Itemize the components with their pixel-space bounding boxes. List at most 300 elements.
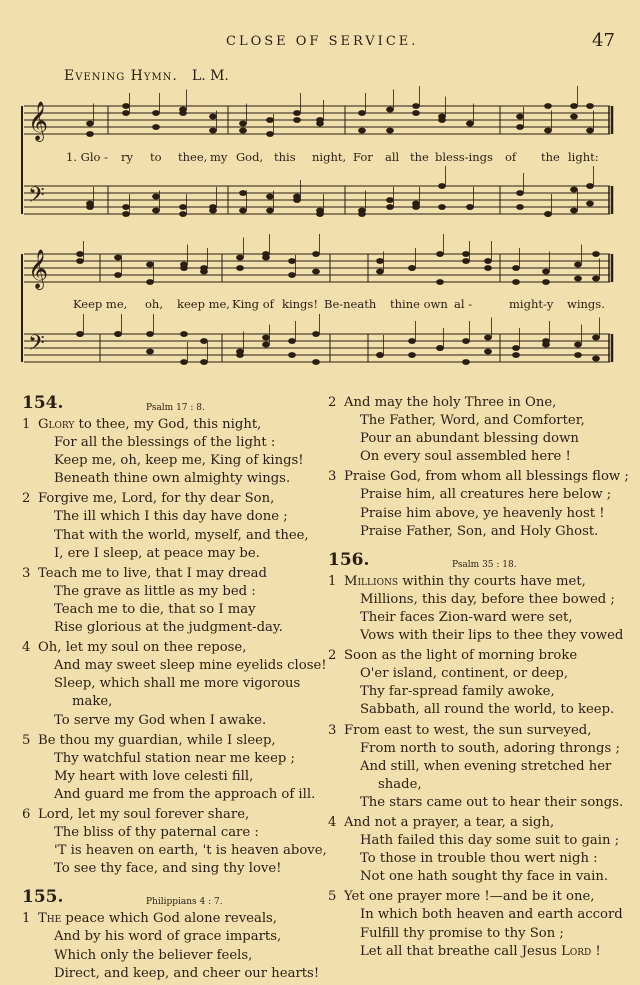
verse-line-text: The stars came out to hear their songs. bbox=[360, 794, 624, 810]
treble-1-note bbox=[239, 121, 246, 126]
verse-line bbox=[344, 701, 628, 719]
treble-1-note bbox=[179, 110, 186, 115]
verse-line-text: To those in trouble thou wert nigh : bbox=[360, 851, 598, 867]
scripture-reference: Psalm 35 : 18. bbox=[452, 559, 517, 570]
verse-line bbox=[344, 627, 628, 645]
treble-1-note bbox=[86, 131, 93, 136]
bass-2-note bbox=[592, 335, 599, 340]
verse-line bbox=[344, 794, 628, 812]
verse-line-text: To see thy face, and sing thy love! bbox=[54, 861, 282, 877]
verse-line-text: to thee, my God, this night, bbox=[74, 417, 262, 432]
lyric-syllable: this bbox=[274, 150, 296, 164]
lyric-syllable: bless-ings bbox=[435, 150, 493, 164]
verse-line-text: Oh, let my soul on thee repose, bbox=[38, 640, 247, 656]
stanza-number: 1 bbox=[22, 417, 31, 432]
verse-line-text: The Father, Word, and Comforter, bbox=[360, 413, 585, 429]
treble-1-note bbox=[122, 103, 129, 108]
treble-1-note bbox=[86, 121, 93, 126]
stanza bbox=[22, 490, 320, 562]
verse-line-text: Thy watchful station near me keep ; bbox=[54, 750, 295, 766]
treble-2-note bbox=[114, 272, 121, 277]
verse-line-text: Praise him above, ye heavenly host ! bbox=[360, 505, 605, 521]
verse-line bbox=[344, 832, 628, 850]
lyric-syllable: all bbox=[385, 150, 400, 164]
treble-1-note bbox=[358, 110, 365, 115]
treble-1-note bbox=[466, 121, 473, 126]
bass-2-note bbox=[436, 345, 443, 350]
verse-line bbox=[38, 508, 320, 526]
verse-line bbox=[38, 619, 320, 637]
verse-line bbox=[344, 776, 628, 794]
bass-2-note bbox=[512, 345, 519, 350]
bass-1-note bbox=[586, 183, 593, 188]
lyric-syllable: ry bbox=[121, 150, 133, 164]
verse-line-text: Praise him, all creatures here below ; bbox=[360, 487, 612, 503]
lyric-syllable: the bbox=[410, 150, 429, 164]
bass-2-note bbox=[236, 352, 243, 357]
stanza bbox=[328, 394, 628, 466]
verse-line-text: Millions, this day, before thee bowed ; bbox=[360, 591, 615, 607]
lyric-syllable: kings! bbox=[282, 297, 318, 311]
bass-2-note bbox=[180, 359, 187, 364]
treble-2-note bbox=[236, 265, 243, 270]
verse-line-text: Teach me to die, that so I may bbox=[54, 601, 256, 617]
stanza bbox=[328, 468, 628, 540]
treble-1-note bbox=[293, 117, 300, 122]
bass-2-note bbox=[484, 335, 491, 340]
verse-line bbox=[38, 693, 320, 711]
music-score bbox=[0, 0, 640, 390]
verse-line bbox=[38, 527, 320, 545]
verse-line bbox=[344, 394, 628, 412]
verse-line bbox=[344, 430, 628, 448]
stanza-number: 3 bbox=[22, 565, 31, 581]
treble-2-note bbox=[376, 269, 383, 274]
verse-line-text: I, ere I sleep, at peace may be. bbox=[54, 545, 260, 561]
verse-line-text: And not a prayer, a tear, a sigh, bbox=[344, 814, 555, 830]
verse-line-text: 'T is heaven on earth, 't is heaven above, bbox=[54, 843, 327, 859]
bass-1-note bbox=[152, 194, 159, 199]
treble-clef: 𝄞 bbox=[28, 249, 49, 289]
verse-line bbox=[344, 740, 628, 758]
treble-2-note bbox=[484, 265, 491, 270]
verse-line bbox=[38, 965, 320, 983]
bass-2-note bbox=[288, 352, 295, 357]
stanza-number: 4 bbox=[22, 640, 31, 656]
treble-2-note bbox=[114, 255, 121, 260]
bass-1-note bbox=[209, 208, 216, 213]
treble-2-note bbox=[146, 279, 153, 284]
verse-line-text: Not one hath sought thy face in vain. bbox=[360, 869, 609, 885]
verse-line bbox=[38, 750, 320, 768]
verse-line bbox=[38, 712, 320, 730]
lyric-syllable: oh, bbox=[145, 297, 163, 311]
treble-1-note bbox=[516, 124, 523, 129]
verse-line bbox=[344, 888, 628, 906]
stanza-number: 2 bbox=[22, 491, 31, 507]
treble-1-note bbox=[412, 103, 419, 108]
verse-line bbox=[344, 523, 628, 541]
verse-line bbox=[38, 860, 320, 878]
verse-line bbox=[344, 906, 628, 924]
treble-2-note bbox=[200, 269, 207, 274]
verse-line-text: That with the world, myself, and thee, bbox=[54, 527, 309, 543]
stanza bbox=[22, 639, 327, 729]
bass-2-note bbox=[114, 331, 121, 336]
bass-2-note bbox=[408, 338, 415, 343]
treble-2-note bbox=[146, 262, 153, 267]
stanza bbox=[22, 732, 320, 804]
first-word: The bbox=[38, 911, 62, 927]
last-word: Lord ! bbox=[561, 943, 601, 959]
verse-line-text: The grave as little as my bed : bbox=[54, 583, 256, 599]
verse-line-text: Hath failed this day some suit to gain ; bbox=[360, 833, 620, 849]
stanza-number: 2 bbox=[328, 648, 337, 664]
treble-2-note bbox=[180, 265, 187, 270]
treble-1-note bbox=[412, 110, 419, 115]
treble-2-note bbox=[236, 255, 243, 260]
verse-line bbox=[344, 412, 628, 430]
lyric-syllable: my bbox=[210, 150, 228, 164]
treble-1-note bbox=[209, 128, 216, 133]
hymn-number: 155. bbox=[22, 887, 64, 908]
bass-clef: 𝄢 bbox=[28, 183, 45, 213]
bass-1-note bbox=[122, 204, 129, 209]
stanza-number: 3 bbox=[328, 469, 337, 485]
stanza-number: 5 bbox=[22, 732, 31, 748]
verse-line bbox=[344, 486, 628, 504]
tune-name: Evening Hymn. bbox=[64, 68, 178, 84]
treble-2-note bbox=[288, 258, 295, 263]
treble-2-note bbox=[312, 269, 319, 274]
stanza-number: 2 bbox=[328, 395, 337, 410]
treble-1-note bbox=[544, 128, 551, 133]
stanza-number: 1 bbox=[22, 911, 31, 927]
verse-line-text: Yet one prayer more !—and be it one, bbox=[344, 889, 595, 905]
treble-1-note bbox=[544, 103, 551, 108]
bass-2-note bbox=[262, 342, 269, 347]
treble-1-note bbox=[386, 128, 393, 133]
bass-1-note bbox=[438, 183, 445, 188]
bass-1-note bbox=[438, 204, 445, 209]
bass-2-note bbox=[512, 352, 519, 357]
verse-line-text: Lord, let my soul forever share, bbox=[38, 806, 250, 822]
lyric-syllable: to bbox=[150, 150, 162, 164]
bass-1-note bbox=[570, 208, 577, 213]
verse-line bbox=[38, 434, 320, 452]
verse-line bbox=[38, 416, 320, 434]
stanza bbox=[328, 647, 628, 719]
verse-line bbox=[344, 448, 628, 466]
verse-line bbox=[344, 722, 628, 740]
stanza-number: 3 bbox=[328, 722, 337, 738]
verse-line-text: make, bbox=[72, 694, 113, 710]
hymn-154 bbox=[22, 393, 327, 878]
treble-1-note bbox=[586, 128, 593, 133]
lyric-syllable: might-y bbox=[509, 297, 554, 311]
verse-line bbox=[38, 928, 320, 946]
verse-line-text: And may sweet sleep mine eyelids close! bbox=[54, 658, 327, 674]
treble-2-note bbox=[262, 255, 269, 260]
bass-1-note bbox=[386, 204, 393, 209]
lyric-syllable: thee, bbox=[178, 150, 208, 164]
stanza bbox=[22, 565, 320, 637]
verse-line-text: shade, bbox=[378, 776, 422, 792]
treble-2-note bbox=[462, 258, 469, 263]
bass-1-note bbox=[516, 204, 523, 209]
verse-line bbox=[38, 768, 320, 786]
verse-line-text: Rise glorious at the judgment-day. bbox=[54, 620, 283, 636]
verse-line-text: within thy courts have met, bbox=[398, 573, 586, 589]
treble-2-note bbox=[592, 251, 599, 256]
treble-2-note bbox=[76, 251, 83, 256]
bass-2-note bbox=[574, 342, 581, 347]
bass-2-note bbox=[592, 356, 599, 361]
verse-line-text: Beneath thine own almighty wings. bbox=[54, 471, 291, 487]
verse-line-text: Direct, and keep, and cheer our hearts! bbox=[54, 965, 320, 981]
lyric-syllable: the bbox=[541, 150, 560, 164]
bass-2-note bbox=[574, 352, 581, 357]
hymn-156 bbox=[328, 551, 628, 961]
lyric-syllable: night, bbox=[312, 150, 347, 164]
verse-line-text: Which only the believer feels, bbox=[54, 947, 253, 963]
lyric-syllable: wings. bbox=[567, 297, 605, 311]
verse-line-text: Fulfill thy promise to thy Son ; bbox=[360, 925, 564, 941]
hymn-155 bbox=[22, 888, 320, 982]
verse-line-text: Sleep, which shall me more vigorous bbox=[54, 676, 301, 692]
verse-line bbox=[38, 824, 320, 842]
treble-2-note bbox=[312, 251, 319, 256]
verse-line bbox=[344, 665, 628, 683]
treble-1-note bbox=[570, 103, 577, 108]
bass-1-note bbox=[179, 204, 186, 209]
bass-1-note bbox=[86, 201, 93, 206]
verse-line-text: Vows with their lips to thee they vowed bbox=[360, 628, 624, 644]
treble-1-note bbox=[152, 124, 159, 129]
bass-2-note bbox=[312, 331, 319, 336]
verse-line-text: Sabbath, all round the world, to keep. bbox=[360, 702, 615, 718]
bass-2-note bbox=[288, 338, 295, 343]
verse-line-text: And may the holy Three in One, bbox=[344, 395, 557, 410]
bass-clef: 𝄢 bbox=[28, 331, 45, 361]
scripture-reference: Philippians 4 : 7. bbox=[146, 897, 223, 908]
verse-line-text: In which both heaven and earth accord bbox=[360, 907, 623, 923]
lyric-syllable: keep me, bbox=[177, 297, 230, 311]
stanza bbox=[22, 806, 327, 878]
verse-line bbox=[344, 925, 628, 943]
verse-line-text: peace which God alone reveals, bbox=[61, 911, 277, 927]
verse-line-text: Thy far-spread family awoke, bbox=[360, 684, 555, 700]
treble-1-note bbox=[438, 117, 445, 122]
verse-line bbox=[38, 806, 320, 824]
lyric-syllable: of bbox=[505, 150, 517, 164]
tune-meter: L. M. bbox=[191, 68, 229, 84]
treble-clef: 𝄞 bbox=[28, 101, 49, 141]
treble-2-note bbox=[436, 279, 443, 284]
treble-2-note bbox=[288, 272, 295, 277]
lyric-syllable: Keep me, bbox=[73, 297, 128, 311]
treble-1-note bbox=[293, 110, 300, 115]
verse-line bbox=[344, 758, 628, 776]
verse-line-text: O'er island, continent, or deep, bbox=[360, 666, 569, 682]
verse-line bbox=[38, 565, 320, 583]
treble-2-note bbox=[436, 251, 443, 256]
verse-line-text: Pour an abundant blessing down bbox=[360, 431, 579, 447]
verse-line bbox=[38, 910, 320, 928]
verse-line-text: And still, when evening stretched her bbox=[360, 758, 612, 774]
lyric-syllable: al - bbox=[454, 297, 473, 311]
bass-2-note bbox=[262, 335, 269, 340]
treble-2-note bbox=[542, 269, 549, 274]
verse-line bbox=[38, 786, 320, 804]
bass-1-note bbox=[358, 211, 365, 216]
stanza bbox=[328, 888, 628, 960]
stanza-number: 5 bbox=[328, 889, 337, 905]
verse-line bbox=[38, 470, 320, 488]
lyric-syllable: 1. Glo - bbox=[66, 150, 108, 164]
first-word: Glory bbox=[38, 417, 75, 432]
verse-line-text: And guard me from the approach of ill. bbox=[54, 786, 316, 802]
treble-1-note bbox=[386, 107, 393, 112]
treble-2-note bbox=[376, 258, 383, 263]
lyric-syllable: King of bbox=[232, 297, 274, 311]
bass-2-note bbox=[462, 338, 469, 343]
verse-line bbox=[344, 609, 628, 627]
verse-line bbox=[344, 868, 628, 886]
bass-2-note bbox=[146, 349, 153, 354]
bass-1-note bbox=[179, 211, 186, 216]
bass-1-note bbox=[152, 208, 159, 213]
verse-line bbox=[38, 601, 320, 619]
bass-1-note bbox=[239, 208, 246, 213]
bass-1-note bbox=[516, 190, 523, 195]
treble-1-note bbox=[358, 128, 365, 133]
lyric-syllable: Be-neath bbox=[324, 297, 377, 311]
verse-line bbox=[344, 573, 628, 591]
verse-line-text: On every soul assembled here ! bbox=[360, 449, 571, 465]
treble-1-note bbox=[152, 110, 159, 115]
stanza bbox=[22, 910, 320, 982]
verse-line bbox=[344, 591, 628, 609]
verse-line-text: For all the blessings of the light : bbox=[54, 435, 276, 451]
page-number: 47 bbox=[592, 30, 615, 51]
bass-1-note bbox=[466, 204, 473, 209]
lyric-syllable: God, bbox=[236, 150, 264, 164]
verse-line bbox=[344, 468, 628, 486]
verse-line bbox=[38, 842, 327, 860]
bass-1-note bbox=[266, 208, 273, 213]
verse-line bbox=[38, 675, 320, 693]
scripture-reference: Psalm 17 : 8. bbox=[146, 403, 205, 413]
verse-line bbox=[38, 639, 320, 657]
verse-line-text: Their faces Zion-ward were set, bbox=[360, 609, 573, 625]
bass-2-note bbox=[462, 359, 469, 364]
treble-2-note bbox=[484, 258, 491, 263]
lyric-syllable: thine own bbox=[390, 297, 448, 311]
bass-2-note bbox=[200, 338, 207, 343]
treble-2-note bbox=[512, 265, 519, 270]
treble-2-note bbox=[512, 279, 519, 284]
treble-1-note bbox=[122, 110, 129, 115]
bass-2-note bbox=[376, 352, 383, 357]
stanza-number: 1 bbox=[328, 573, 337, 589]
bass-1-note bbox=[293, 194, 300, 199]
treble-2-note bbox=[574, 262, 581, 267]
treble-1-note bbox=[209, 114, 216, 119]
verse-line bbox=[344, 850, 628, 868]
stanza bbox=[22, 416, 320, 488]
verse-line bbox=[38, 657, 327, 675]
bass-2-note bbox=[484, 349, 491, 354]
bass-1-note bbox=[122, 211, 129, 216]
bass-2-note bbox=[146, 331, 153, 336]
treble-1-note bbox=[239, 128, 246, 133]
treble-2-note bbox=[408, 265, 415, 270]
stanza-number: 4 bbox=[328, 814, 337, 830]
hymn-number: 154. bbox=[22, 393, 64, 413]
verse-line bbox=[344, 505, 628, 523]
verse-line bbox=[38, 452, 320, 470]
verse-line bbox=[38, 490, 320, 508]
lyric-syllable: light: bbox=[568, 150, 599, 164]
verse-line bbox=[38, 545, 320, 563]
bass-1-note bbox=[570, 187, 577, 192]
running-title: CLOSE OF SERVICE. bbox=[226, 34, 419, 49]
verse-line-text: Soon as the light of morning broke bbox=[344, 648, 578, 664]
verse-line-text: Be thou my guardian, while I sleep, bbox=[38, 732, 276, 748]
bass-1-note bbox=[266, 194, 273, 199]
verse-line-text: Teach me to live, that I may dread bbox=[38, 565, 267, 581]
lyric-syllable: For bbox=[353, 150, 373, 164]
verse-line-text: Forgive me, Lord, for thy dear Son, bbox=[38, 491, 275, 507]
verse-line-text: Praise God, from whom all blessings flow ; bbox=[344, 469, 629, 485]
verse-line-text: Keep me, oh, keep me, King of kings! bbox=[54, 453, 304, 469]
right-column bbox=[328, 394, 628, 963]
stanza bbox=[328, 814, 628, 886]
verse-line-text: From east to west, the sun surveyed, bbox=[344, 722, 592, 738]
bass-2-note bbox=[76, 331, 83, 336]
bass-1-note bbox=[544, 211, 551, 216]
bass-2-note bbox=[312, 359, 319, 364]
verse-line-text: To serve my God when I awake. bbox=[54, 712, 267, 728]
treble-2-note bbox=[462, 251, 469, 256]
hymn-number: 156. bbox=[328, 549, 370, 570]
verse-line-text: Let all that breathe call Jesus bbox=[360, 943, 562, 959]
stanza-number: 6 bbox=[22, 806, 31, 822]
verse-line bbox=[344, 814, 628, 832]
stanza bbox=[328, 573, 628, 645]
verse-line bbox=[38, 947, 320, 965]
verse-line bbox=[344, 647, 628, 665]
treble-1-note bbox=[266, 117, 273, 122]
treble-1-note bbox=[570, 114, 577, 119]
treble-1-note bbox=[316, 121, 323, 126]
verse-line bbox=[344, 943, 628, 961]
verse-line bbox=[38, 583, 320, 601]
bass-2-note bbox=[180, 331, 187, 336]
treble-1-note bbox=[516, 114, 523, 119]
bass-1-note bbox=[316, 208, 323, 213]
treble-2-note bbox=[542, 279, 549, 284]
left-column bbox=[22, 393, 327, 985]
bass-1-note bbox=[386, 197, 393, 202]
verse-line-text: The ill which I this day have done ; bbox=[54, 509, 288, 525]
treble-2-note bbox=[76, 258, 83, 263]
bass-2-note bbox=[542, 342, 549, 347]
treble-2-note bbox=[574, 276, 581, 281]
bass-2-note bbox=[408, 352, 415, 357]
verse-line bbox=[344, 683, 628, 701]
